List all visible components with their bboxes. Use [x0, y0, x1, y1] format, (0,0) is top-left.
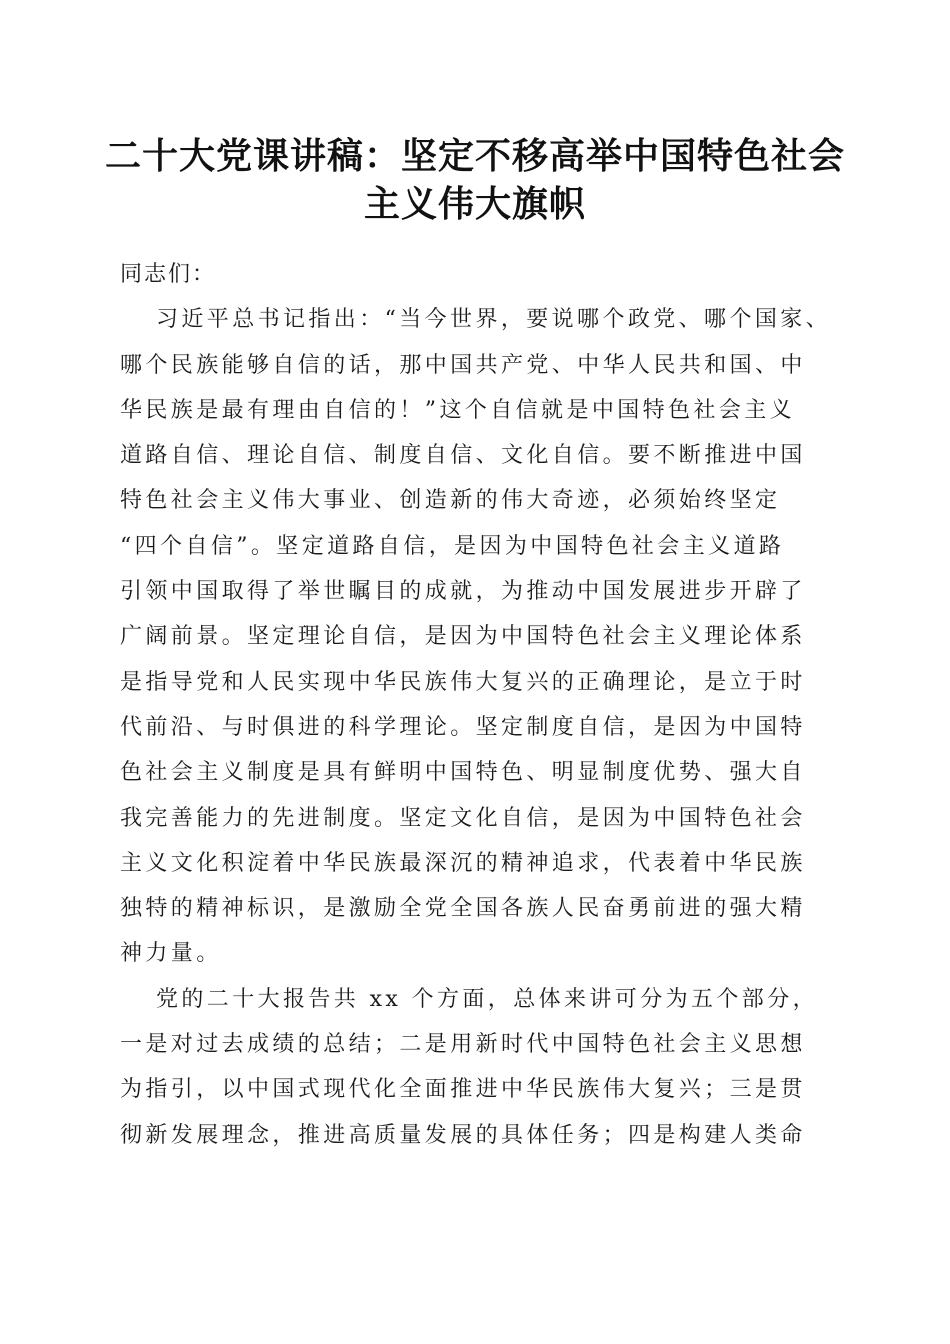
paragraph-line: 哪个民族能够自信的话，那中国共产党、中华人民共和国、中 [120, 352, 806, 378]
paragraph-line: 主义文化积淀着中华民族最深沉的精神追求，代表着中华民族 [120, 850, 806, 876]
paragraph-line: 我完善能力的先进制度。坚定文化自信，是因为中国特色社会 [120, 805, 806, 831]
paragraph-line: 一是对过去成绩的总结；二是用新时代中国特色社会主义思想 [120, 1032, 806, 1058]
paragraph-2 [120, 977, 840, 1158]
paragraph-line: 华民族是最有理由自信的！”这个自信就是中国特色社会主义 [120, 397, 796, 423]
paragraph-line: 党的二十大报告共 xx 个方面，总体来讲可分为五个部分， [156, 986, 819, 1012]
paragraph-line: 引领中国取得了举世瞩目的成就，为推动中国发展进步开辟了 [120, 579, 806, 605]
paragraph-line: 是指导党和人民实现中华民族伟大复兴的正确理论，是立于时 [120, 669, 806, 695]
paragraph-line: “四个自信”。坚定道路自信，是因为中国特色社会主义道路 [120, 533, 785, 559]
paragraph-line: 神力量。 [120, 941, 222, 967]
document-title [100, 132, 850, 228]
paragraph-line: 习近平总书记指出：“当今世界，要说哪个政党、哪个国家、 [156, 307, 832, 333]
paragraph-line: 色社会主义制度是具有鲜明中国特色、明显制度优势、强大自 [120, 760, 806, 786]
paragraph-line: 独特的精神标识，是激励全党全国各族人民奋勇前进的强大精 [120, 896, 806, 922]
paragraph-line: 代前沿、与时俱进的科学理论。坚定制度自信，是因为中国特 [120, 714, 806, 740]
paragraph-line: 道路自信、理论自信、制度自信、文化自信。要不断推进中国 [120, 443, 806, 469]
paragraph-line: 为指引，以中国式现代化全面推进中华民族伟大复兴；三是贯 [120, 1077, 806, 1103]
paragraph-line: 特色社会主义伟大事业、创造新的伟大奇迹，必须始终坚定 [120, 488, 781, 514]
paragraph-1 [120, 297, 840, 976]
paragraph-line: 彻新发展理念，推进高质量发展的具体任务；四是构建人类命 [120, 1122, 806, 1148]
document-body [120, 252, 840, 1158]
title-line: 主义伟大旗帜 [363, 183, 586, 225]
title-line: 二十大党课讲稿：坚定不移高举中国特色社会 [104, 135, 845, 177]
salutation: 同志们： [120, 262, 217, 287]
paragraph-line: 广阔前景。坚定理论自信，是因为中国特色社会主义理论体系 [120, 624, 806, 650]
